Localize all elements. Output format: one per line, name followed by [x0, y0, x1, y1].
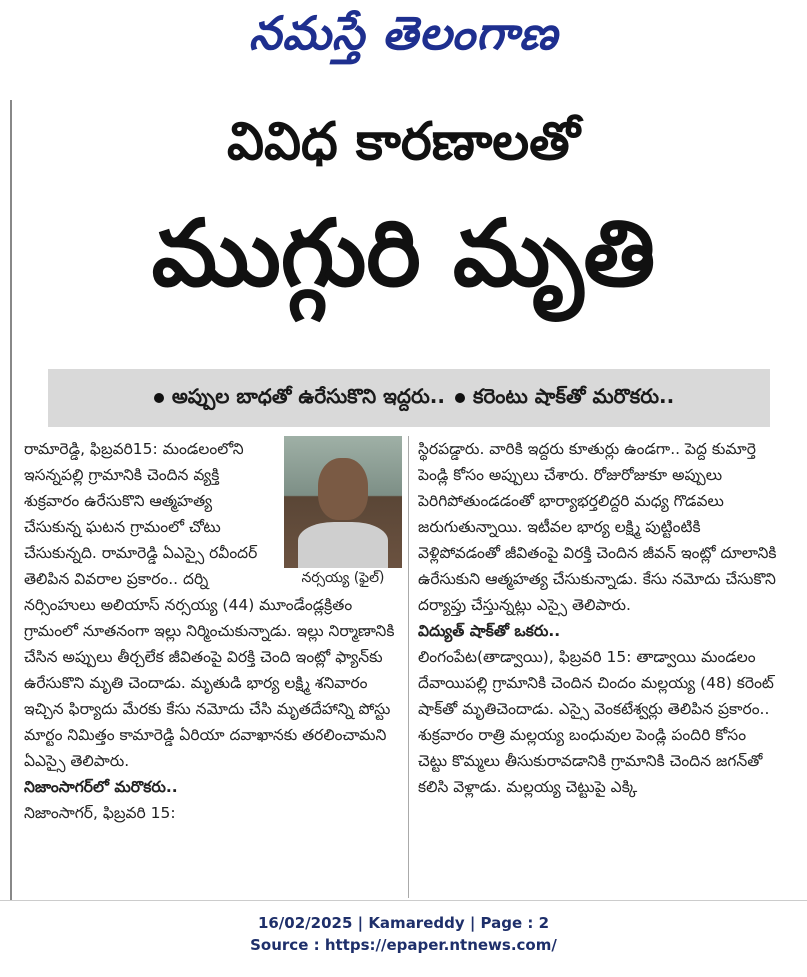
bullet-icon: [455, 393, 465, 403]
article-column-2: [418, 436, 778, 901]
article-paragraph: రామారెడ్డి, ఫిబ్రవరి15: మండలంలోని ఇసన్నపల్లి గ్రామానికి చెందిన వ్యక్తి శుక్రవారం ఉరేసుకొని ఆత్మహత్య చేసుకున్న ఘటన గ్రామంలో చోటు చేసుకున్నది. రామారెడ్డి ఏఎస్సై రవీందర్ తెలిపిన వివరాల ప్రకారం.. దర్ని నర్సింహులు అలియాస్ నర్సయ్య (44) మూండేండ్లక్రితం గ్రామంలో నూతనంగా ఇల్లు నిర్మించుకున్నాడు. ఇల్లు నిర్మాణానికి చేసిన అప్పులు తీర్చలేక జీవితంపై విరక్తి చెంది ఇంట్లో ఫ్యాన్‌కు ఉరేసుకొని మృతి చెందాడు. మృతుడి భార్య లక్ష్మి శనివారం ఇచ్చిన ఫిర్యాదు మేరకు కేసు నమోదు చేసి మృతదేహాన్ని పోస్టు మార్టం నిమిత్తం కామారెడ్డి ఏరియా దవాఖానకు తరలించామని ఏఎస్సై తెలిపారు.: [24, 440, 395, 770]
portrait-face: [318, 458, 368, 520]
main-headline: ముగ్గురి మృతి: [151, 200, 656, 307]
footer-source-line: Source : https://epaper.ntnews.com/: [250, 936, 557, 954]
article-paragraph: లింగంపేట(తాడ్వాయి), ఫిబ్రవరి 15: తాడ్వాయి మండలం దేవాయిపల్లి గ్రామానికి చెందిన చిందం మల్లయ్య (48) కరెంట్ షాక్‌తో మృతిచెందాడు. ఎస్సై వెంకటేశ్వర్లు తెలిపిన ప్రకారం.. శుక్రవారం రాత్రి మల్లయ్య బంధువుల పెండ్లి పందిరి కోసం చెట్టు కొమ్మలు తీసుకురావడానికి గ్రామానికి చెందిన జగన్‌తో కలిసి వెళ్లాడు. మల్లయ్య చెట్టుపై ఎక్కి: [418, 648, 774, 796]
article-paragraph: స్థిరపడ్డారు. వారికి ఇద్దరు కూతుర్లు ఉండగా.. పెద్ద కుమార్తె పెండ్లి కోసం అప్పులు చేశారు. రోజురోజుకూ అప్పులు పెరిగిపోతుండడంతో భార్యాభర్తలిద్దరి మధ్య గొడవలు జరుగుతున్నాయి. ఇటీవల భార్య లక్ష్మి పుట్టింటికి వెళ్లిపోవడంతో జీవితంపై విరక్తి చెందిన జీవన్ ఇంట్లో దూలానికి ఉరేసుకుని ఆత్మహత్య చేసుకున్నాడు. కేసు నమోదు చేసుకొని దర్యాప్తు చేస్తున్నట్లు ఎస్సై తెలిపారు.: [418, 440, 777, 614]
footer: [0, 912, 807, 956]
photo-figure: [284, 436, 402, 588]
masthead-logo: నమస్తే తెలంగాణ: [248, 6, 559, 60]
photo-caption: నర్సయ్య (ఫైల్): [301, 570, 385, 586]
article-subhead: విద్యుత్ షాక్‌తో ఒకరు..: [418, 622, 561, 640]
portrait-body: [298, 522, 388, 568]
article-paragraph: నిజాంసాగర్, ఫిబ్రవరి 15:: [24, 804, 176, 822]
masthead: [0, 0, 807, 80]
strap-bar: [48, 369, 770, 427]
footer-date-line: 16/02/2025 | Kamareddy | Page : 2: [257, 914, 550, 932]
column-divider: [408, 436, 409, 898]
article-column-1: [24, 436, 402, 901]
kicker-headline: వివిధ కారణాలతో: [227, 112, 580, 172]
strap-item-1: అప్పుల బాధతో ఉరేసుకొని ఇద్దరు..: [171, 383, 445, 408]
strap-item-2: కరెంటు షాక్‌తో మరొకరు..: [473, 383, 675, 408]
bullet-icon: [154, 393, 164, 403]
portrait-photo: [284, 436, 402, 568]
footer-rule: [0, 900, 807, 901]
article-subhead: నిజాంసాగర్‌లో మరొకరు..: [24, 778, 178, 796]
